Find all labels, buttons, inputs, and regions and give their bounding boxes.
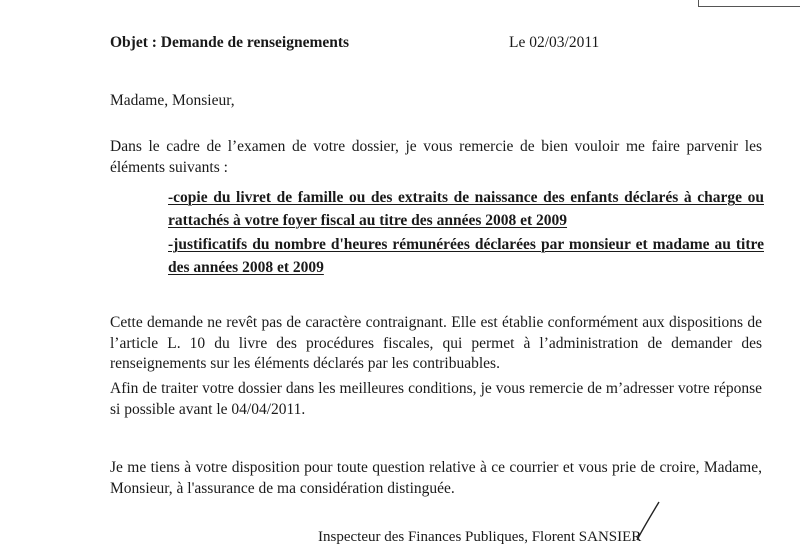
requested-item-family-record: -copie du livret de famille ou des extraits de naissance des enfants déclarés à charge ou rattachés à votre foyer fiscal au titre des années 2008 et 2009	[168, 189, 764, 229]
letter-subject: Objet : Demande de renseignements	[110, 34, 350, 51]
letter-date: Le 02/03/2011	[509, 34, 600, 51]
scan-border-fragment	[698, 0, 800, 7]
closing-paragraph: Je me tiens à votre disposition pour toute question relative à ce courrier et vous prie de croire, Madame, Monsieur, à l'assurance de ma considération distinguée.	[110, 459, 762, 497]
signature-line: Inspecteur des Finances Publiques, Florent SANSIER	[318, 529, 642, 545]
signature-stroke	[622, 498, 666, 542]
deadline-paragraph: Afin de traiter votre dossier dans les meilleures conditions, je vous remercie de m’adresser votre réponse si possible avant le 04/04/2011.	[110, 380, 762, 418]
salutation: Madame, Monsieur,	[110, 92, 235, 109]
legal-basis-paragraph: Cette demande ne revêt pas de caractère contraignant. Elle est établie conformément aux dispositions de l’article L. 10 du livre des procédures fiscales, qui permet à l’administration de demander des renseignements sur les éléments déclarés par les contribuables.	[110, 314, 762, 372]
intro-paragraph: Dans le cadre de l’examen de votre dossier, je vous remercie de bien vouloir me faire parvenir les éléments suivants :	[110, 138, 762, 176]
requested-item-paid-hours: -justificatifs du nombre d'heures rémunérées déclarées par monsieur et madame au titre des années 2008 et 2009	[168, 236, 764, 276]
